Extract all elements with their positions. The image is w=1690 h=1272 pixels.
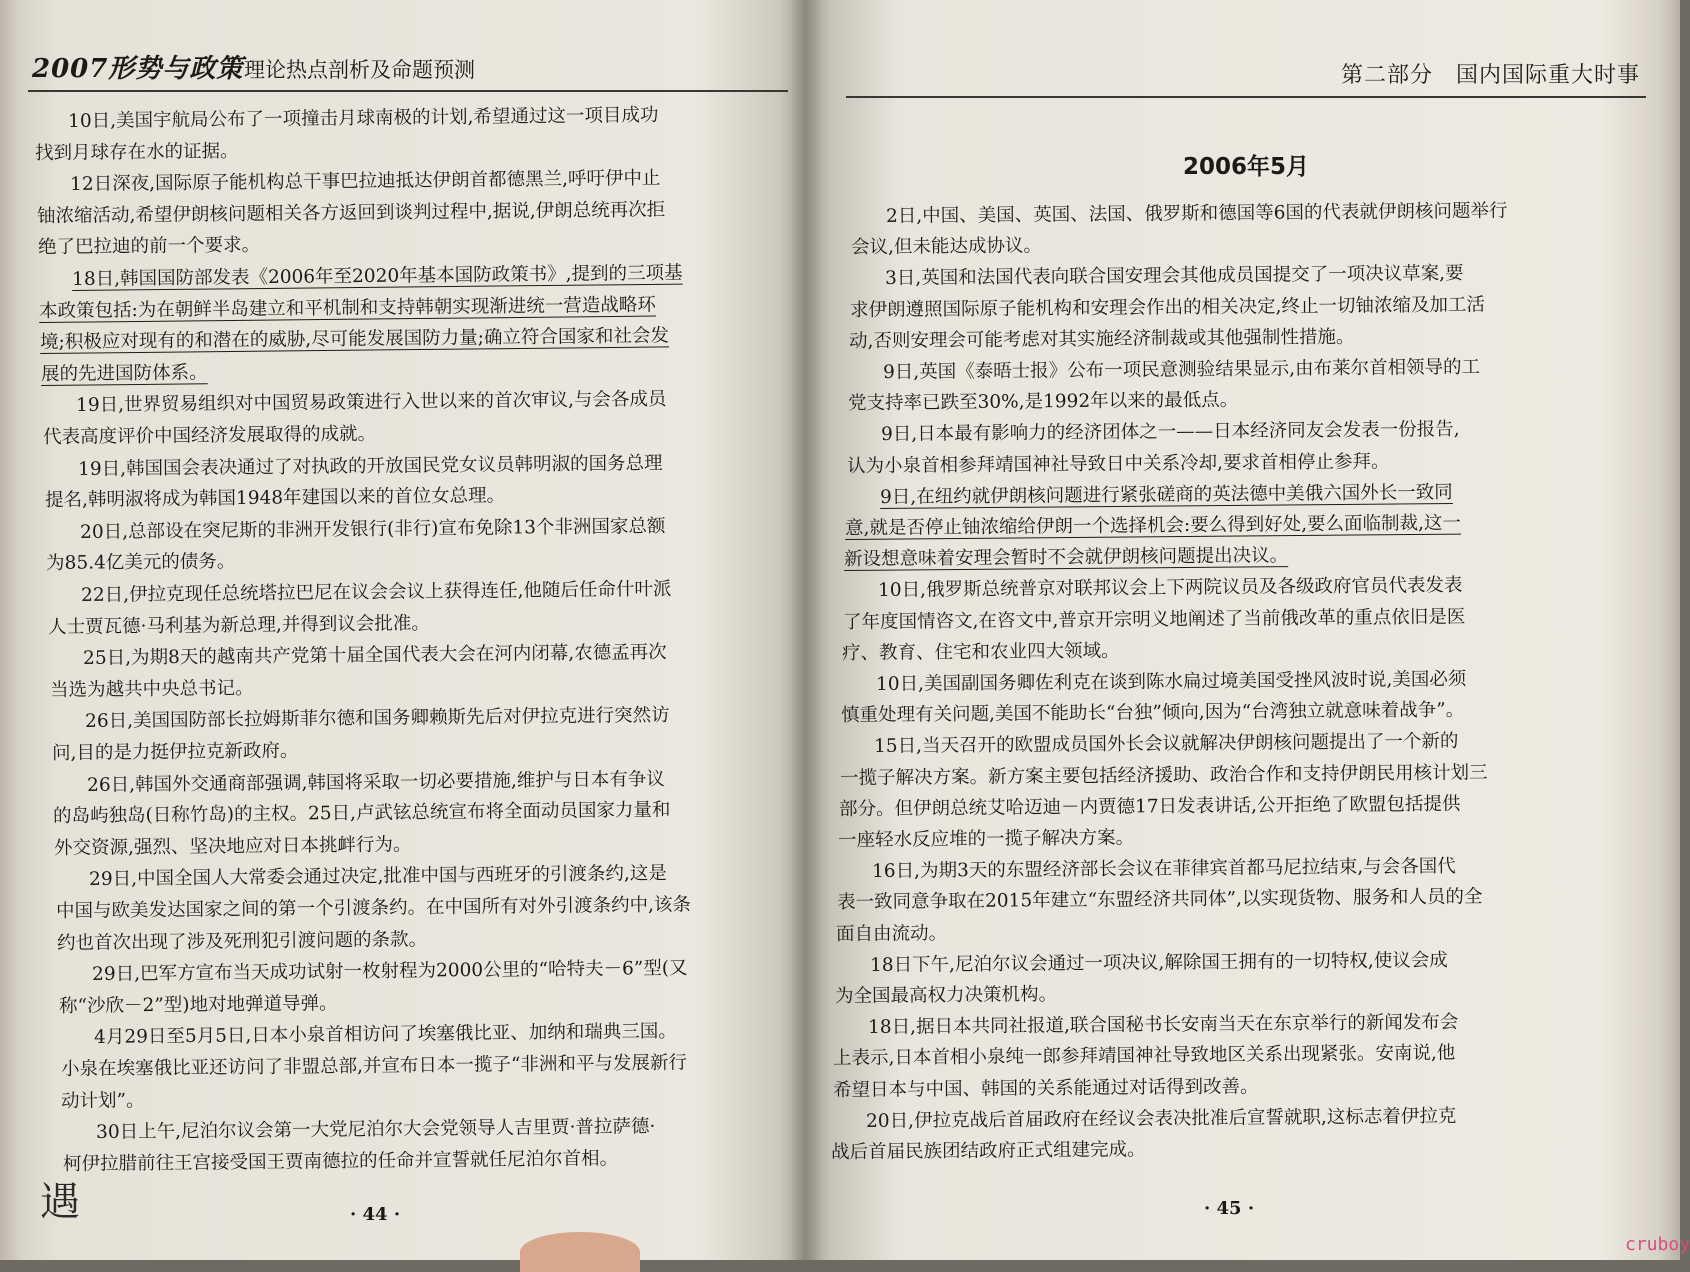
header-section: 第二部分 国内国际重大时事 [1340,63,1640,88]
left-page-header [28,40,788,92]
text-line: 9日,英国《泰晤士报》公布一项民意测验结果显示,由布莱尔首相领导的工 [882,356,1480,383]
text-line: 绝了巴拉迪的前一个要求。 [37,235,260,259]
text-line: 一揽子解决方案。新方案主要包括经济援助、政治合作和支持伊朗民用核计划三 [839,761,1488,789]
text-line: 22日,伊拉克现任总统塔拉巴尼在议会会议上获得连任,他随后任命什叶派 [81,578,672,606]
text-line: 9日,在纽约就伊朗核问题进行紧张磋商的英法德中美俄六国外长一致同 [879,481,1453,508]
text-line: 动计划”。 [61,1089,146,1112]
text-line: 25日,为期8天的越南共产党第十届全国代表大会在河内闭幕,农德孟再次 [83,642,667,670]
text-line: 10日,俄罗斯总统普京对联邦议会上下两院议员及各级政府官员代表发表 [877,575,1463,602]
text-line: 找到月球存在水的证据。 [34,140,239,164]
text-line: 表一致同意争取在2015年建立“东盟经济共同体”,以实现货物、服务和人员的全 [836,886,1483,914]
thumb [520,1232,640,1272]
text-line: 人士贾瓦德·马利基为新总理,并得到议会批准。 [48,612,431,638]
month-heading: 2006年5月 [1182,154,1310,180]
right-page-number: · 45 · [1204,1198,1255,1219]
left-page-number: · 44 · [350,1204,401,1225]
text-line: 战后首届民族团结政府正式组建完成。 [831,1139,1147,1163]
text-line: 称“沙欣－2”型)地对地弹道导弹。 [58,992,338,1017]
text-line: 20日,总部设在突尼斯的非洲开发银行(非行)宣布免除13个非洲国家总额 [79,515,666,543]
text-line: 认为小泉首相参拜靖国神社导致日中关系冷却,要求首相停止参拜。 [846,450,1390,477]
right-page-header [846,44,1646,98]
text-line: 提名,韩明淑将成为韩国1948年建国以来的首位女总理。 [44,485,505,512]
text-line: 意,就是否停止铀浓缩给伊朗一个选择机会:要么得到好处,要么面临制裁,这一 [845,512,1462,539]
text-line: 12日深夜,国际原子能机构总干事巴拉迪抵达伊朗首都德黑兰,呼吁伊中止 [69,168,661,196]
text-line: 10日,美国副国务卿佐利克在谈到陈水扁过境美国受挫风波时说,美国必须 [875,668,1467,695]
text-line: 境;积极应对现有的和潜在的威胁,尽可能发展国防力量;确立符合国家和社会发 [40,325,670,354]
text-line: 16日,为期3天的东盟经济部长会议在菲律宾首都马尼拉结束,与会各国代 [871,856,1456,883]
text-line: 中国与欧美发达国家之间的第一个引渡条约。在中国所有对外引渡条约中,该条 [56,894,692,922]
left-page [0,0,806,1260]
text-line: 15日,当天召开的欧盟成员国外长会议就解决伊朗核问题提出了一个新的 [874,731,1459,758]
text-line: 为全国最高权力决策机构。 [834,984,1058,1007]
text-line: 本政策包括:为在朝鲜半岛建立和平机制和支持韩朝实现渐进统一营造战略环 [39,294,657,322]
text-line: 疗、教育、住宅和农业四大领域。 [842,640,1121,664]
text-line: 新设想意味着安理会暂时不会就伊朗核问题提出决议。 [844,545,1289,571]
text-line: 代表高度评价中国经济发展取得的成就。 [42,423,377,448]
text-line: 当选为越共中央总书记。 [49,677,254,701]
text-line: 26日,韩国外交通商部强调,韩国将采取一切必要措施,维护与日本有争议 [86,768,665,796]
text-line: 慎重处理有关问题,美国不能助长“台独”倾向,因为“台湾独立就意味着战争”。 [841,699,1465,727]
watermark-text: cruboy [1625,1234,1690,1255]
text-line: 希望日本与中国、韩国的关系能通过对话得到改善。 [832,1075,1259,1101]
text-line: 约也首次出现了涉及死刑犯引渡问题的条款。 [57,928,428,954]
text-line: 19日,世界贸易组织对中国贸易政策进行入世以来的首次审议,与会各成员 [75,389,667,417]
text-line: 问,目的是力挺伊拉克新政府。 [51,740,299,764]
text-line: 18日,据日本共同社报道,联合国秘书长安南当天在东京举行的新闻发布会 [868,1012,1459,1039]
text-line: 10日,美国宇航局公布了一项撞击月球南极的计划,希望通过这一项目成功 [68,104,659,132]
text-line: 18日下午,尼泊尔议会通过一项决议,解除国王拥有的一切特权,使议会成 [869,949,1448,976]
text-line: 党支持率已跌至30%,是1992年以来的最低点。 [847,389,1239,415]
text-line: 26日,美国国防部长拉姆斯菲尔德和国务卿赖斯先后对伊拉克进行突然访 [84,705,670,733]
text-line: 会议,但未能达成协议。 [851,235,1043,259]
text-line: 20日,伊拉克战后首届政府在经议会表决批准后宣誓就职,这标志着伊拉克 [866,1105,1457,1132]
text-line: 2日,中国、美国、英国、法国、俄罗斯和德国等6国的代表就伊朗核问题举行 [886,200,1508,227]
header-brand: 2007形势与政策 [32,54,244,84]
text-line: 部分。但伊朗总统艾哈迈迪－内贾德17日发表讲话,公开拒绝了欧盟包括提供 [838,793,1461,820]
text-line: 的岛屿独岛(日称竹岛)的主权。25日,卢武铉总统宣布将全面动员国家力量和 [53,799,672,828]
text-line: 4月29日至5月5日,日本小泉首相访问了埃塞俄比亚、加纳和瑞典三国。 [93,1021,677,1049]
text-line: 19日,韩国国会表决通过了对执政的开放国民党女议员韩明淑的国务总理 [77,452,663,480]
header-subtitle: 理论热点剖析及命题预测 [244,58,475,82]
text-line: 18日,韩国国防部发表《2006年至2020年基本国防政策书》,提到的三项基 [72,262,684,290]
right-page [806,0,1680,1260]
text-line: 面自由流动。 [836,922,948,945]
text-line: 外交资源,强烈、坚决地应对日本挑衅行为。 [54,834,412,859]
text-line: 铀浓缩活动,希望伊朗核问题相关各方返回到谈判过程中,据说,伊朗总统再次拒 [36,199,665,227]
text-line: 9日,日本最有影响力的经济团体之一——日本经济同友会发表一份报告, [881,419,1460,446]
text-line: 展的先进国防体系。 [41,362,208,385]
text-line: 上表示,日本首相小泉纯一郎参拜靖国神社导致地区关系出现紧张。安南说,他 [833,1042,1456,1070]
text-line: 一座轻水反应堆的一揽子解决方案。 [838,827,1135,851]
text-line: 3日,英国和法国代表向联合国安理会其他成员国提交了一项决议草案,要 [884,263,1464,290]
text-line: 29日,巴军方宣布当天成功试射一枚射程为2000公里的“哈特夫－6”型(又 [91,957,688,986]
text-line: 29日,中国全国人大常委会通过决定,批准中国与西班牙的引渡条约,这是 [89,863,668,891]
margin-handwriting: 遇 [40,1179,80,1225]
text-line: 小泉在埃塞俄比亚还访问了非盟总部,并宣布日本一揽子“非洲和平与发展新行 [60,1052,687,1080]
text-line: 了年度国情咨文,在咨文中,普京开宗明义地阐述了当前俄改革的重点依旧是医 [843,606,1466,633]
text-line: 动,否则安理会可能考虑对其实施经济制裁或其他强制性措施。 [849,326,1355,352]
text-line: 30日上午,尼泊尔议会第一大党尼泊尔大会党领导人吉里贾·普拉萨德· [96,1116,656,1144]
text-line: 柯伊拉腊前往王宫接受国王贾南德拉的任命并宣誓就任尼泊尔首相。 [63,1147,619,1175]
text-line: 为85.4亿美元的债务。 [46,551,236,575]
text-line: 求伊朗遵照国际原子能机构和安理会作出的相关决定,终止一切铀浓缩及加工活 [849,294,1485,321]
